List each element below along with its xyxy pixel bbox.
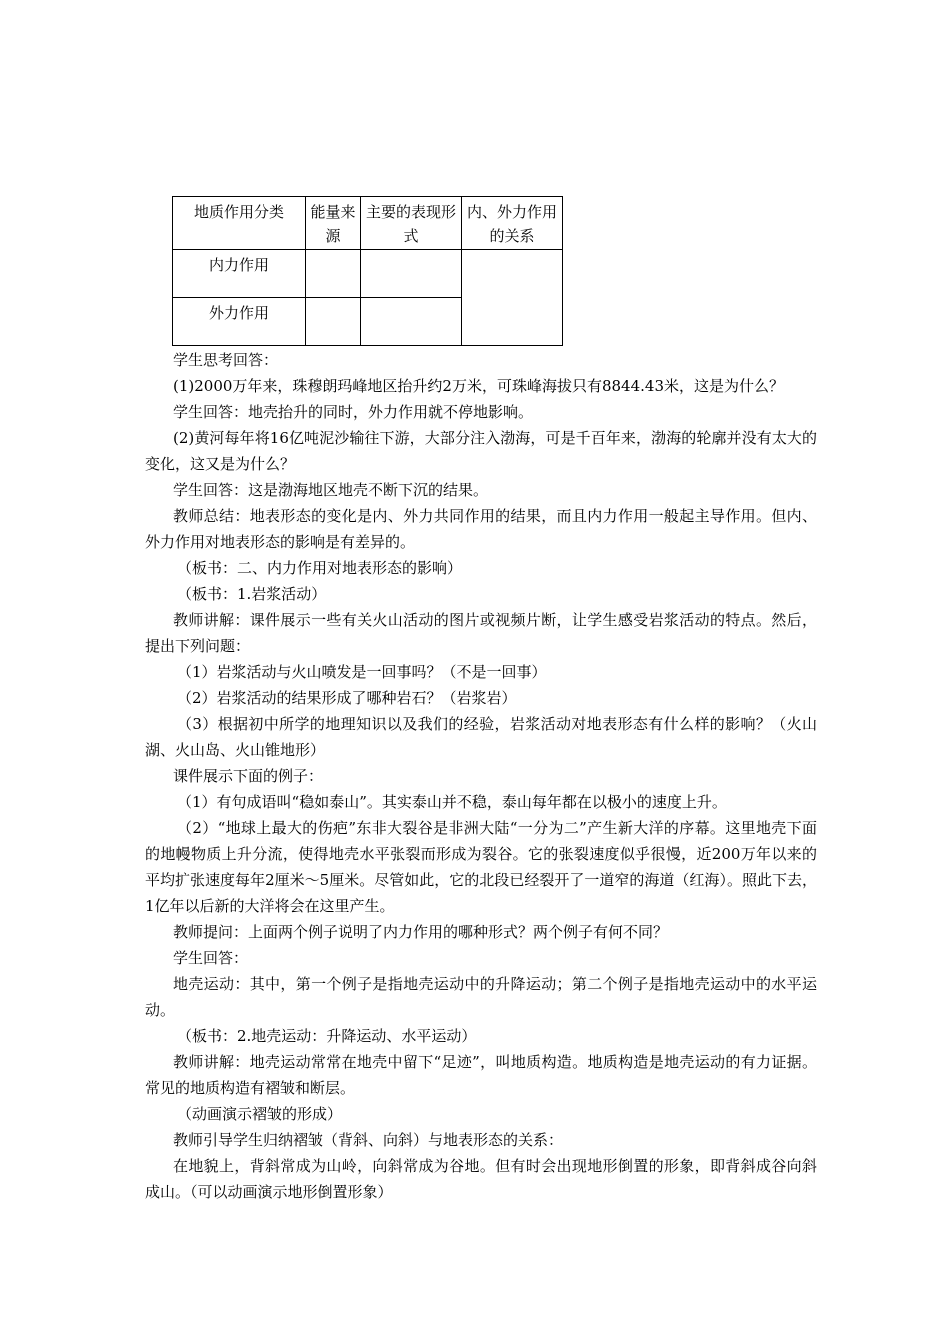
geologic-process-table xyxy=(172,196,563,346)
paragraph: 教师提问：上面两个例子说明了内力作用的哪种形式？两个例子有何不同？ xyxy=(173,923,669,941)
paragraph: 学生回答：地壳抬升的同时，外力作用就不停地影响。 xyxy=(173,403,534,421)
header-main-forms: 主要的表现形式 xyxy=(361,197,462,250)
paragraph: 在地貌上，背斜常成为山岭，向斜常成为谷地。但有时会出现地形倒置的形象，即背斜成谷向斜成山。（可以动画演示地形倒置形象） xyxy=(145,1157,817,1201)
table-cell xyxy=(361,250,462,298)
header-energy-source: 能量来源 xyxy=(306,197,361,250)
example-item: （1）有句成语叫“稳如泰山”。其实泰山并不稳，泰山每年都在以极小的速度上升。 xyxy=(177,793,727,811)
paragraph: 教师总结：地表形态的变化是内、外力共同作用的结果，而且内力作用一般起主导作用。但内、外力作用对地表形态的影响是有差异的。 xyxy=(145,507,817,551)
table-row xyxy=(173,250,563,298)
question-item: （3）根据初中所学的地理知识以及我们的经验，岩浆活动对地表形态有什么样的影响？（火山湖、火山岛、火山锥地形） xyxy=(145,715,817,759)
paragraph: 教师引导学生归纳褶皱（背斜、向斜）与地表形态的关系： xyxy=(173,1131,564,1149)
header-relationship: 内、外力作用的关系 xyxy=(462,197,563,250)
blackboard-note: （板书：2.地壳运动：升降运动、水平运动） xyxy=(177,1027,477,1045)
paragraph: 地壳运动：其中，第一个例子是指地壳运动中的升降运动；第二个例子是指地壳运动中的水平运动。 xyxy=(145,975,817,1019)
question-item: （1）岩浆活动与火山喷发是一回事吗？（不是一回事） xyxy=(177,663,547,681)
paragraph: 学生回答：这是渤海地区地壳不断下沉的结果。 xyxy=(173,481,489,499)
paragraph: (1)2000万年来，珠穆朗玛峰地区抬升约2万米，可珠峰海拔只有8844.43米，这是为什么？ xyxy=(173,377,784,395)
row-label-external: 外力作用 xyxy=(173,298,306,346)
table-cell xyxy=(361,298,462,346)
table-header-row xyxy=(173,197,563,250)
paragraph: 学生思考回答： xyxy=(173,351,279,369)
blackboard-note: （板书：1.岩浆活动） xyxy=(177,585,327,603)
paragraph: 学生回答： xyxy=(173,949,249,967)
table-cell-merged xyxy=(462,250,563,346)
question-item: （2）岩浆活动的结果形成了哪种岩石？（岩浆岩） xyxy=(177,689,517,707)
blackboard-note: （板书：二、内力作用对地表形态的影响） xyxy=(177,559,463,577)
paragraph: 教师讲解：地壳运动常常在地壳中留下“足迹”，叫地质构造。地质构造是地壳运动的有力证据。常见的地质构造有褶皱和断层。 xyxy=(145,1053,817,1097)
paragraph: (2)黄河每年将16亿吨泥沙输往下游，大部分注入渤海，可是千百年来，渤海的轮廓并没有太大的变化，这又是为什么？ xyxy=(145,429,817,473)
paragraph: 课件展示下面的例子： xyxy=(173,767,324,785)
table-cell xyxy=(306,250,361,298)
row-label-internal: 内力作用 xyxy=(173,250,306,298)
table-cell xyxy=(306,298,361,346)
animation-note: （动画演示褶皱的形成） xyxy=(177,1105,343,1123)
header-classification: 地质作用分类 xyxy=(173,197,306,250)
example-item: （2）“地球上最大的伤疤”东非大裂谷是非洲大陆“一分为二”产生新大洋的序幕。这里地壳下面的地幔物质上升分流，使得地壳水平张裂而形成为裂谷。它的张裂速度似乎很慢，近200万年以来的平均扩张速度每年2厘米～5厘米。尽管如此，它的北段已经裂开了一道窄的海道（红海）。照此下去，1亿年以后新的大洋将会在这里产生。 xyxy=(145,819,817,915)
paragraph: 教师讲解：课件展示一些有关火山活动的图片或视频片断，让学生感受岩浆活动的特点。然后，提出下列问题： xyxy=(145,611,817,655)
lesson-body xyxy=(145,347,817,1205)
